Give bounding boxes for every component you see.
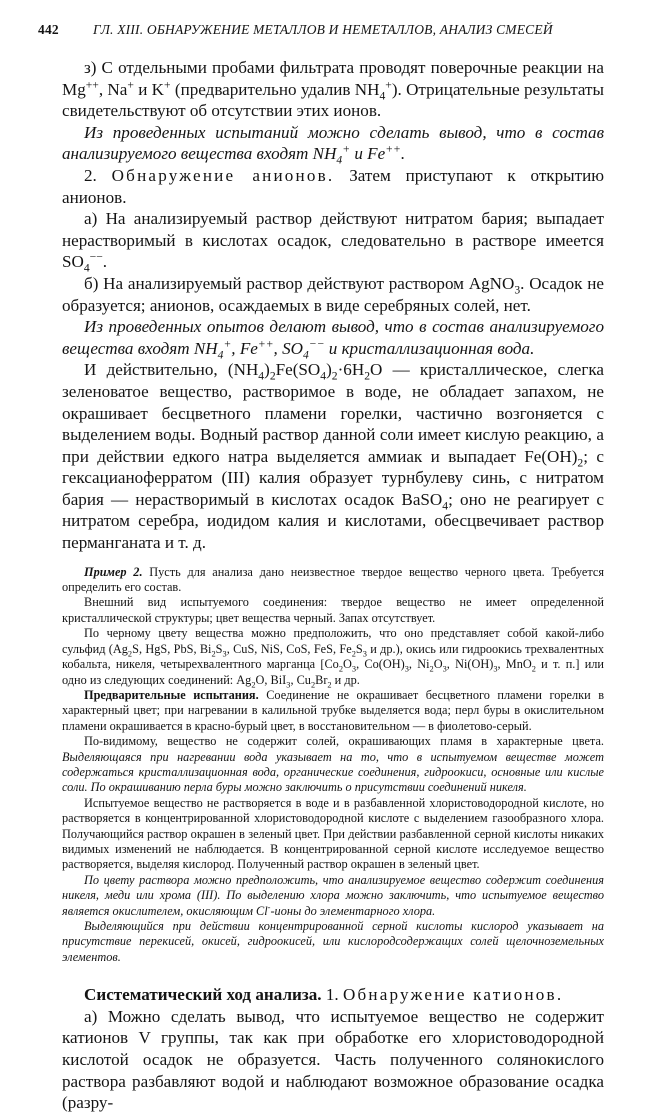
paragraph-cations-a: а) Можно сделать вывод, что испытуемое вещество не содержит катионов V группы, так как при обработке его хлористоводородной кислотой осадок не образуется. Часть полученного солянокислого раствора разбавляют водой и наблюдают возможное образование осадка (разру- [62,1006,604,1113]
conclusion-cations: Из проведенных испытаний можно сделать вывод, что в состав анализируемого вещества входят $NH_4^+$ и Fe++. [62,122,604,167]
section-systematic-analysis: Систематический ход анализа. 1. Обнаружение катионов. [84,985,564,1005]
paragraph-black-color: По черному цвету вещества можно предположить, что оно представляет собой какой-либо сульфид ($Ag_2S$, HgS, PbS, $Bi_2S_3$, CuS, NiS, CoS, FeS, $Fe_2S_3$ и др.), окись или гидроокись трехвалентных кобальта, никеля, четырехвалентного марганца [$Co_2O_3$, $Co(OH)_3$, $Ni_2O_3$, $Ni(OH)_3$, MnO$_2$ и т. п.] или одно из следующих соединений: $Ag_2O$, BiI$_3$, $Cu_2Br_2$ и др. [62,626,604,689]
example-2-intro: Пример 2. Пусть для анализа дано неизвестное твердое вещество черного цвета. Требуется определить его состав. [62,564,604,595]
paragraph-anions-b: б) На анализируемый раствор действуют раствором AgNO$_3$. Осадок не образуется; анионов, осаждаемых в виде серебряных солей, нет. [62,273,604,315]
page-body [62,57,604,1114]
page-number: 442 [38,22,59,37]
paragraph-solubility: Испытуемое вещество не растворяется в воде и в разбавленной хлористоводородной кислоте, но растворяется в концентрированной хлористоводородной кислоте с выделением газообразного хлора. Получающийся раствор окрашен в зеленый цвет. При действии разбавленной серной кислоты никаких видимых изменений не наблюдается. В концентрированной серной кислоте исследуемое вещество растворяется, выделяя кислород. Полученный раствор окрашен в зеленый цвет. [62,795,604,872]
running-title: ГЛ. XIII. ОБНАРУЖЕНИЕ МЕТАЛЛОВ И НЕМЕТАЛЛОВ, АНАЛИЗ СМЕСЕЙ [93,22,553,37]
conclusion-solution-color: По цвету раствора можно предположить, что анализируемое вещество содержит соединения никеля, меди или хрома (III). По выделению хлора можно заключить, что испытуемое вещество является окислителем, окисляющим Cl--ионы до элементарного хлора. [62,872,604,918]
paragraph-filtrate-tests: з) С отдельными пробами фильтрата проводят поверочные реакции на Mg++, Na+ и K+ (предварительно удалив $NH_4^+$). Отрицательные результаты свидетельствуют об отсутствии этих ионов. [62,58,604,121]
section-anions-heading: 2. Обнаружение анионов. Затем приступают к открытию анионов. [62,165,605,207]
paragraph-salts: По-видимому, вещество не содержит солей, окрашивающих пламя в характерные цвета. Выделяющаяся при нагревании вода указывает на то, что в испытуемом веществе может содержаться кристаллизационная вода, органические соединения, гидроокиси, основные или кислые соли. По окрашиванию перла буры можно заключить о присутствии соединений никеля. [62,734,604,795]
conclusion-anions: Из проведенных опытов делают вывод, что в состав анализируемого вещества входят $NH_4^+$, Fe++, $SO_4^{--}$ и кристаллизационная вода. [62,317,604,362]
paragraph-mohr-salt: И действительно, $(NH_4)_2Fe(SO_4)_2\cdot 6H_2O$ — кристаллическое, слегка зеленоватое вещество, растворимое в воде, не обладает запахом, не окрашивает бесцветного пламени горелки, частично возгоняется с выделением воды. Водный раствор данной соли имеет кислую реакцию, а при действии едкого натра выделяется аммиак и выпадает $Fe(OH)_2$; с гексацианоферратом (III) калия образует турнбулеву синь, с нитратом бария — нерастворимый в кислотах осадок BaSO$_4$; оно не реагирует с нитратом серебра, иодидом калия и кислотами, обесцвечивает раствор перманганата и т. д. [62,360,604,553]
paragraph-anions-a: а) На анализируемый раствор действуют нитратом бария; выпадает нерастворимый в кислотах осадок, следовательно в растворе имеется $SO_4^{--}$. [62,209,604,275]
conclusion-oxygen: Выделяющийся при действии концентрированной серной кислоты кислород указывает на присутствие перекисей, окисей, гидроокисей, или кислородсодержащих солей щелочноземельных элементов. [62,919,604,964]
paragraph-appearance: Внешний вид испытуемого соединения: твердое вещество не имеет определенной кристаллической структуры; цвет вещества черный. Запах отсутствует. [62,595,604,625]
paragraph-preliminary-tests: Предварительные испытания. Соединение не окрашивает бесцветного пламени горелки в характерный цвет; при нагревании в калильной трубке выделяется вода; перл буры в окислительном пламени окрашивается в красно-бурый цвет, в восстановительном — в фиолетово-серый. [62,687,604,733]
